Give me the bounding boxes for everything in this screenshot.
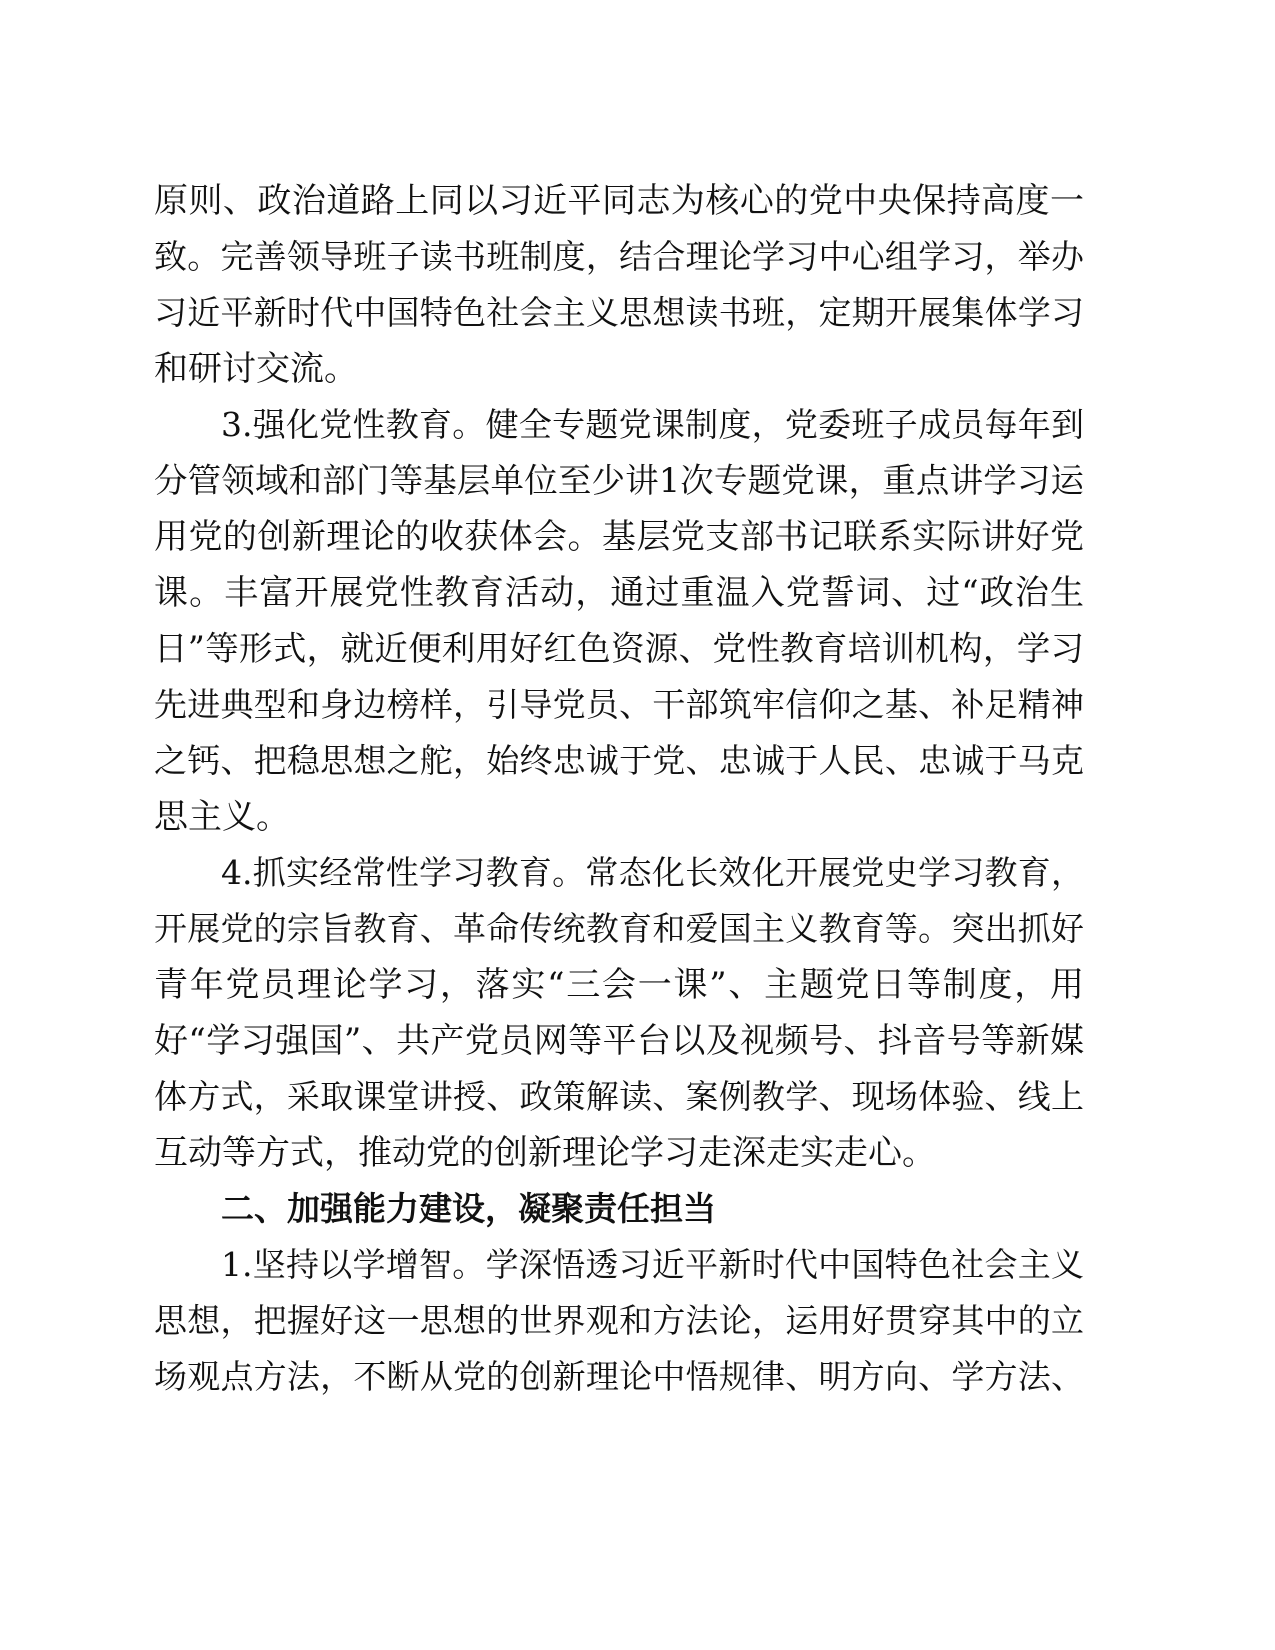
paragraph-line: 致。完善领导班子读书班制度，结合理论学习中心组学习，举办 — [154, 237, 1084, 276]
paragraph-line: 分管领域和部门等基层单位至少讲1次专题党课，重点讲学习运 — [154, 461, 1084, 500]
paragraph-line: 3.强化党性教育。健全专题党课制度，党委班子成员每年到 — [221, 405, 1084, 444]
paragraph-line: 1.坚持以学增智。学深悟透习近平新时代中国特色社会主义 — [221, 1245, 1084, 1284]
paragraph-line: 互动等方式，推动党的创新理论学习走深走实走心。 — [154, 1133, 936, 1173]
paragraph-line: 思想，把握好这一思想的世界观和方法论，运用好贯穿其中的立 — [154, 1301, 1084, 1340]
paragraph-line: 用党的创新理论的收获体会。基层党支部书记联系实际讲好党 — [154, 517, 1084, 557]
paragraph-line: 课。丰富开展党性教育活动，通过重温入党誓词、过“政治生 — [154, 573, 1084, 613]
section-heading: 二、加强能力建设，凝聚责任担当 — [221, 1189, 716, 1228]
paragraph-line: 先进典型和身边榜样，引导党员、干部筑牢信仰之基、补足精神 — [154, 685, 1084, 724]
paragraph-line: 和研讨交流。 — [154, 349, 358, 389]
paragraph-line: 开展党的宗旨教育、革命传统教育和爱国主义教育等。突出抓好 — [154, 909, 1084, 948]
paragraph-line: 4.抓实经常性学习教育。常态化长效化开展党史学习教育， — [221, 853, 1084, 892]
paragraph-line: 体方式，采取课堂讲授、政策解读、案例教学、现场体验、线上 — [154, 1077, 1084, 1116]
paragraph-line: 习近平新时代中国特色社会主义思想读书班，定期开展集体学习 — [154, 293, 1084, 332]
paragraph-line: 好“学习强国”、共产党员网等平台以及视频号、抖音号等新媒 — [154, 1021, 1084, 1061]
paragraph-line: 场观点方法，不断从党的创新理论中悟规律、明方向、学方法、 — [154, 1357, 1084, 1396]
paragraph-line: 青年党员理论学习，落实“三会一课”、主题党日等制度，用 — [154, 965, 1084, 1005]
paragraph-line: 原则、政治道路上同以习近平同志为核心的党中央保持高度一 — [154, 181, 1084, 221]
paragraph-line: 日”等形式，就近便利用好红色资源、党性教育培训机构，学习 — [154, 629, 1084, 668]
paragraph-line: 思主义。 — [154, 797, 290, 837]
paragraph-line: 之钙、把稳思想之舵，始终忠诚于党、忠诚于人民、忠诚于马克 — [154, 741, 1084, 780]
